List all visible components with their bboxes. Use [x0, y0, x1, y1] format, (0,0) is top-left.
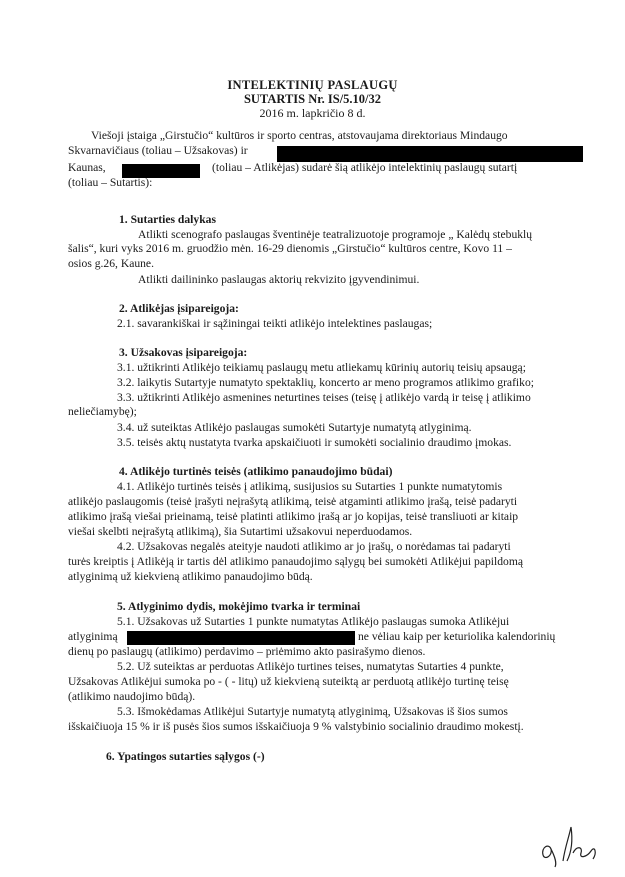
intro-line-3b: (toliau – Atlikėjas) sudarė šią atlikėjo intelektinių paslaugų sutartį: [212, 161, 518, 174]
section-2-line-1: 2.1. savarankiškai ir sąžiningai teikti atlikėjo intelektines paslaugas;: [117, 317, 433, 330]
section-1-line-1: Atlikti scenografo paslaugas šventinėje teatralizuotoje programoje „ Kalėdų stebuklų: [138, 228, 533, 241]
section-4-line-7: atlyginimą už kiekvieną atlikimo panaudojimo būdą.: [68, 570, 313, 583]
section-3-line-5: 3.4. už suteiktas Atlikėjo paslaugas sumokėti Sutartyje numatytą atlyginimą.: [117, 421, 472, 434]
intro-line-2: Skvarnavičiaus (toliau – Užsakovas) ir: [68, 144, 248, 157]
contract-title: INTELEKTINIŲ PASLAUGŲ: [227, 78, 398, 92]
contract-number: SUTARTIS Nr. IS/5.10/32: [243, 92, 382, 106]
section-5-line-1: 5.1. Užsakovas už Sutarties 1 punkte numatytas Atlikėjo paslaugas sumoka Atlikėjui: [117, 615, 510, 628]
section-3-line-4: neliečiamybę);: [68, 405, 137, 418]
section-3-line-2: 3.2. laikytis Sutartyje numatyto spektaklių, koncerto ar meno programos atlikimo grafiko;: [117, 376, 534, 389]
section-5-line-5: Užsakovas Atlikėjui sumoka po - ( - litų) už kiekvieną suteiktą ar perduotą atlikėjo turtinę teisę: [68, 675, 509, 688]
intro-line-1: Viešoji įstaiga „Girstučio“ kultūros ir sporto centras, atstovaujama direktoriaus Mindaugo: [91, 129, 508, 142]
section-3-title: 3. Užsakovas įsipareigoja:: [119, 346, 248, 359]
section-4-line-4: viešai skelbti neįrašytą atlikimą), šia Sutartimi užsakovui neperduodamos.: [68, 525, 413, 538]
section-1-line-2: šalis“, kuri vyks 2016 m. gruodžio mėn. 16-29 dienomis „Girstučio“ kultūros centre, Kovo 11 –: [68, 242, 512, 255]
section-5-line-2b: ne vėliau kaip per keturiolika kalendorinių: [358, 630, 556, 643]
section-1-title: 1. Sutarties dalykas: [119, 213, 216, 226]
section-5-line-8: išskaičiuoja 15 % ir iš pusės šios sumos išskaičiuoja 9 % valstybinio socialinio draudimo mokestį.: [68, 720, 524, 733]
intro-line-3a: Kaunas,: [68, 161, 106, 174]
contract-date: 2016 m. lapkričio 8 d.: [259, 106, 366, 120]
signature-initials: [535, 817, 605, 869]
section-4-line-2: atlikėjo paslaugomis (teisė įrašyti neįrašytą atlikimą, teisė atgaminti atlikimo įrašą, teisė padaryti: [68, 495, 518, 508]
section-3-line-1: 3.1. užtikrinti Atlikėjo teikiamų paslaugų metu atliekamų kūrinių autorių teisių apsaugą;: [117, 361, 526, 374]
section-5-line-7: 5.3. Išmokėdamas Atlikėjui Sutartyje numatytą atlyginimą, Užsakovas iš šios sumos: [117, 705, 508, 718]
section-6-title: 6. Ypatingos sutarties sąlygos (-): [106, 750, 265, 763]
section-3-line-6: 3.5. teisės aktų nustatyta tvarka apskaičiuoti ir sumokėti socialinio draudimo įmokas.: [117, 436, 512, 449]
section-5-title: 5. Atlyginimo dydis, mokėjimo tvarka ir terminai: [117, 600, 361, 613]
section-4-line-3: atlikimo įrašą viešai prieinamą, teisė platinti atlikimo įrašą ar jo kopijas, teisė transliuoti ar kitaip: [68, 510, 519, 523]
section-1-line-4: Atlikti dailininko paslaugas aktorių rekvizito įgyvendinimui.: [138, 273, 420, 286]
redacted-amount: [127, 631, 355, 645]
section-5-line-6: (atlikimo naudojimo būdą).: [68, 690, 196, 703]
section-5-line-3: dienų po paslaugų (atlikimo) perdavimo – priėmimo akto pasirašymo dienos.: [68, 645, 426, 658]
section-4-line-1: 4.1. Atlikėjo turtinės teisės į atlikimą, susijusios su Sutarties 1 punkte numatytomis: [117, 480, 503, 493]
intro-line-4: (toliau – Sutartis):: [68, 176, 153, 189]
section-1-line-3: osios g.26, Kaune.: [68, 257, 154, 270]
section-2-title: 2. Atlikėjas įsipareigoja:: [119, 302, 239, 315]
section-5-line-4: 5.2. Už suteiktas ar perduotas Atlikėjo turtines teises, numatytas Sutarties 4 punkte,: [117, 660, 504, 673]
section-4-line-6: turės kreiptis į Atlikėją ir tartis dėl atlikimo panaudojimo sąlygų bei sumokėti Atlikėjui papildomą: [68, 555, 523, 568]
section-4-line-5: 4.2. Užsakovas negalės ateityje naudoti atlikimo ar jo įrašų, o norėdamas tai padaryti: [117, 540, 511, 553]
section-4-title: 4. Atlikėjo turtinės teisės (atlikimo panaudojimo būdai): [119, 465, 393, 478]
section-3-line-3: 3.3. užtikrinti Atlikėjo asmenines neturtines teises (teisę į atlikėjo vardą ir teisę į atlikimo: [117, 391, 531, 404]
section-5-line-2a: atlyginimą: [68, 630, 118, 643]
